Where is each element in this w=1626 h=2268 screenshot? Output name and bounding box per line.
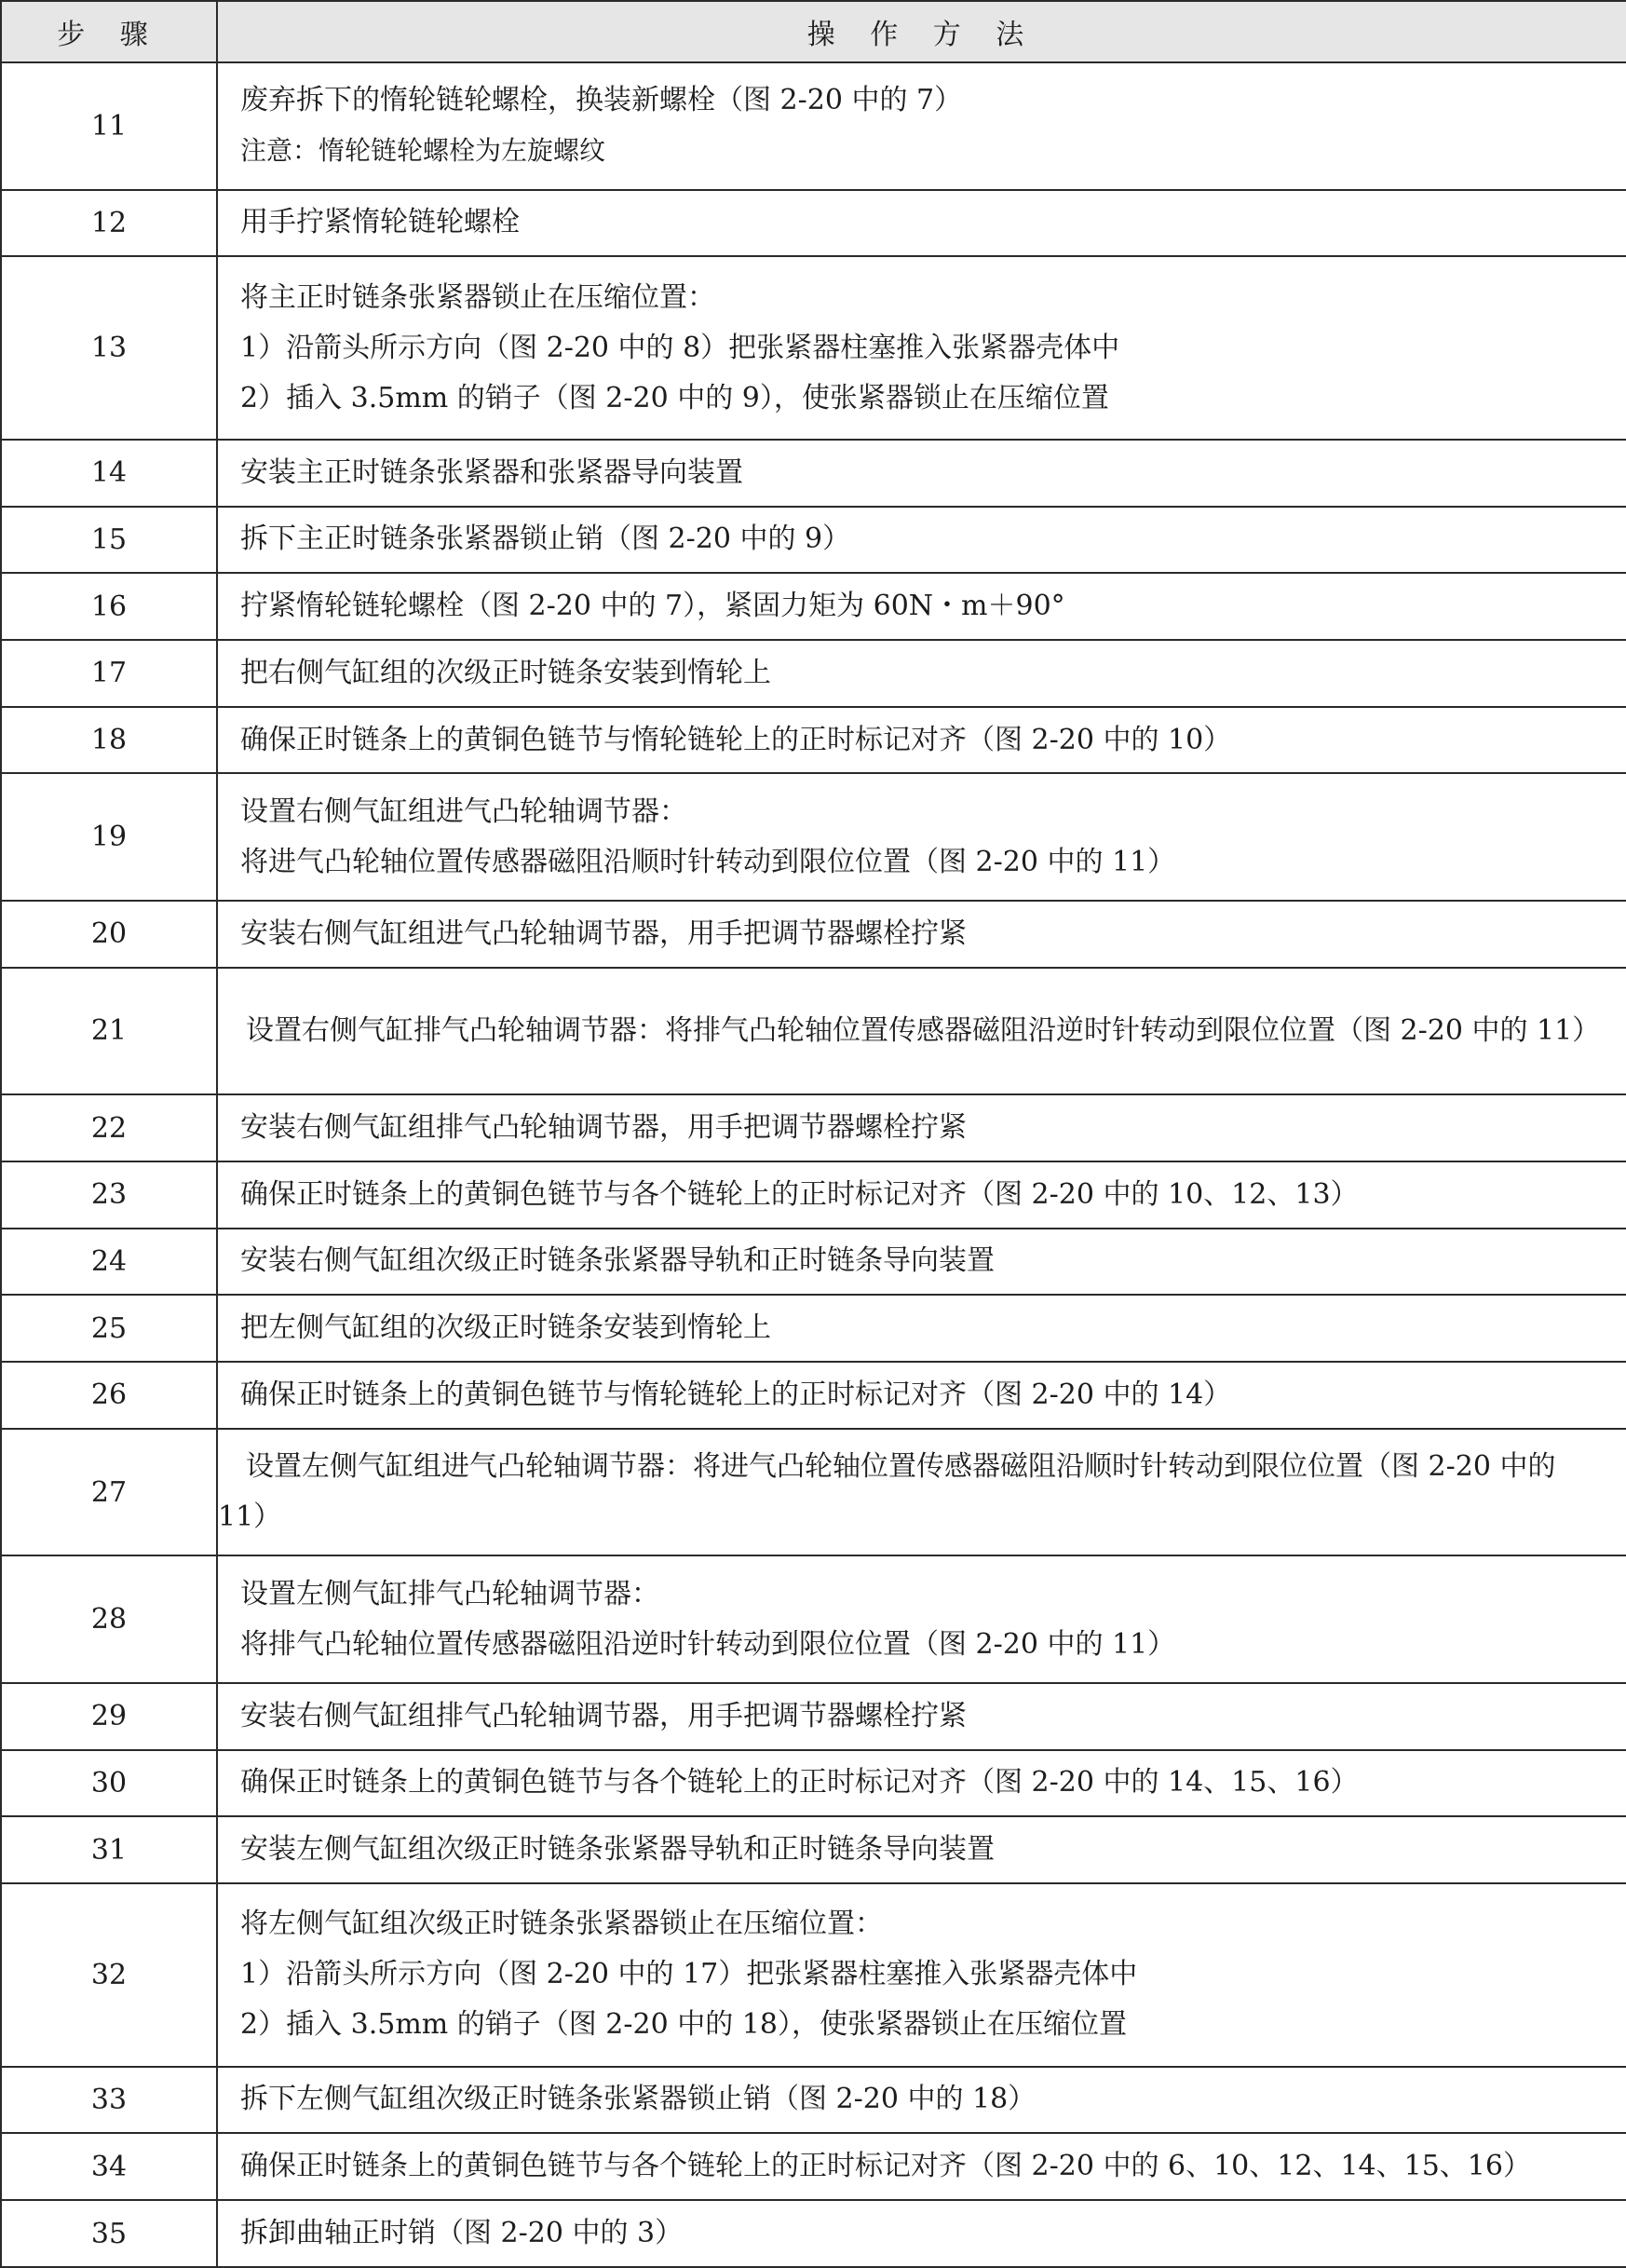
operation-line: 安装右侧气缸组次级正时链条张紧器导轨和正时链条导向装置 [240, 1244, 995, 1278]
table-row [1, 1362, 1626, 1429]
table-row [1, 1816, 1626, 1883]
operation-line: 设置左侧气缸排气凸轮轴调节器： [240, 1577, 659, 1610]
step-number: 23 [1, 1161, 217, 1229]
operation-line: 安装左侧气缸组次级正时链条张紧器导轨和正时链条导向装置 [240, 1833, 995, 1867]
operation-cell [217, 1429, 1626, 1556]
operation-cell [217, 1883, 1626, 2067]
table-row [1, 1161, 1626, 1229]
operation-line: 把右侧气缸组的次级正时链条安装到惰轮上 [240, 656, 771, 689]
operation-cell [217, 256, 1626, 440]
table-row [1, 1750, 1626, 1817]
step-number: 11 [1, 62, 217, 190]
operation-cell [217, 773, 1626, 901]
operation-line: 安装主正时链条张紧器和张紧器导向装置 [240, 455, 743, 489]
step-number: 17 [1, 640, 217, 707]
table-row [1, 640, 1626, 707]
operation-line: 将左侧气缸组次级正时链条张紧器锁止在压缩位置： [240, 1908, 883, 1941]
step-number: 18 [1, 707, 217, 774]
table-row [1, 2200, 1626, 2267]
table-header-row [1, 1, 1626, 62]
table-row [1, 1229, 1626, 1296]
step-number: 27 [1, 1429, 217, 1556]
step-number: 25 [1, 1295, 217, 1362]
step-number: 14 [1, 440, 217, 507]
operation-line: 1）沿箭头所示方向（图 2-20 中的 8）把张紧器柱塞推入张紧器壳体中 [240, 331, 1120, 364]
step-number: 35 [1, 2200, 217, 2267]
operation-cell [217, 573, 1626, 640]
table-row [1, 440, 1626, 507]
step-number: 20 [1, 901, 217, 968]
step-number: 32 [1, 1883, 217, 2067]
operation-text: 设置左侧气缸组进气凸轮轴调节器：将进气凸轮轴位置传感器磁阻沿顺时针转动到限位位置（图 2-20 中的 11） [218, 1450, 1556, 1534]
operation-line: 设置右侧气缸组进气凸轮轴调节器： [240, 794, 687, 828]
operation-line: 安装右侧气缸组排气凸轮轴调节器，用手把调节器螺栓拧紧 [240, 1111, 967, 1145]
operation-line: 确保正时链条上的黄铜色链节与惰轮链轮上的正时标记对齐（图 2-20 中的 14） [240, 1378, 1232, 1411]
operation-cell [217, 1094, 1626, 1161]
operation-cell [217, 62, 1626, 190]
operation-line: 把左侧气缸组的次级正时链条安装到惰轮上 [240, 1311, 771, 1345]
operation-line: 确保正时链条上的黄铜色链节与各个链轮上的正时标记对齐（图 2-20 中的 10、12、13） [240, 1177, 1359, 1211]
operation-cell [217, 440, 1626, 507]
operation-line: 安装右侧气缸组排气凸轮轴调节器，用手把调节器螺栓拧紧 [240, 1699, 967, 1732]
operation-cell [217, 507, 1626, 574]
operation-cell [217, 2200, 1626, 2267]
operation-cell [217, 2067, 1626, 2134]
operation-cell [217, 640, 1626, 707]
step-number: 26 [1, 1362, 217, 1429]
operation-line: 拧紧惰轮链轮螺栓（图 2-20 中的 7），紧固力矩为 60N・m＋90° [240, 590, 1065, 623]
step-number: 13 [1, 256, 217, 440]
step-number: 15 [1, 507, 217, 574]
operation-cell [217, 968, 1626, 1095]
operation-line: 确保正时链条上的黄铜色链节与各个链轮上的正时标记对齐（图 2-20 中的 14、15、16） [240, 1766, 1359, 1799]
table-row [1, 1683, 1626, 1750]
step-number: 28 [1, 1555, 217, 1683]
operation-text: 设置右侧气缸排气凸轮轴调节器：将排气凸轮轴位置传感器磁阻沿逆时针转动到限位位置（图 2-20 中的 11） [246, 1013, 1601, 1047]
step-number: 19 [1, 773, 217, 901]
operation-line: 将排气凸轮轴位置传感器磁阻沿逆时针转动到限位位置（图 2-20 中的 11） [240, 1627, 1176, 1661]
table-row [1, 507, 1626, 574]
step-number: 30 [1, 1750, 217, 1817]
header-step: 步 骤 [1, 1, 217, 62]
table-row [1, 1883, 1626, 2067]
operation-cell [217, 2133, 1626, 2200]
step-number: 21 [1, 968, 217, 1095]
step-number: 24 [1, 1229, 217, 1296]
table-row [1, 256, 1626, 440]
operation-line: 将进气凸轮轴位置传感器磁阻沿顺时针转动到限位位置（图 2-20 中的 11） [240, 845, 1176, 878]
operation-line: 2）插入 3.5mm 的销子（图 2-20 中的 18），使张紧器锁止在压缩位置 [240, 2008, 1127, 2042]
operation-cell [217, 1816, 1626, 1883]
operation-cell [217, 1362, 1626, 1429]
table-row [1, 901, 1626, 968]
operation-cell [217, 1161, 1626, 1229]
operation-line: 安装右侧气缸组进气凸轮轴调节器，用手把调节器螺栓拧紧 [240, 917, 967, 950]
table-row [1, 62, 1626, 190]
table-row [1, 707, 1626, 774]
operation-line: 用手拧紧惰轮链轮螺栓 [240, 206, 520, 239]
table-row [1, 1429, 1626, 1556]
operation-cell [217, 190, 1626, 257]
step-number: 29 [1, 1683, 217, 1750]
step-number: 31 [1, 1816, 217, 1883]
operation-line: 拆下主正时链条张紧器锁止销（图 2-20 中的 9） [240, 523, 851, 556]
table-row [1, 573, 1626, 640]
operation-line: 注意：惰轮链轮螺栓为左旋螺纹 [240, 135, 606, 167]
step-number: 33 [1, 2067, 217, 2134]
table-row [1, 773, 1626, 901]
header-operation: 操 作 方 法 [217, 1, 1626, 62]
table-row [1, 968, 1626, 1095]
operation-cell [217, 1229, 1626, 1296]
operation-cell [217, 1750, 1626, 1817]
operation-line: 拆卸曲轴正时销（图 2-20 中的 3） [240, 2217, 684, 2250]
step-number: 34 [1, 2133, 217, 2200]
operation-line: 2）插入 3.5mm 的销子（图 2-20 中的 9），使张紧器锁止在压缩位置 [240, 381, 1109, 414]
operation-line: 废弃拆下的惰轮链轮螺栓，换装新螺栓（图 2-20 中的 7） [240, 84, 963, 117]
table-row [1, 1094, 1626, 1161]
step-number: 12 [1, 190, 217, 257]
operation-cell [217, 707, 1626, 774]
operation-cell [217, 1683, 1626, 1750]
operation-line: 确保正时链条上的黄铜色链节与各个链轮上的正时标记对齐（图 2-20 中的 6、10、12、14、15、16） [240, 2150, 1531, 2183]
table-row [1, 2133, 1626, 2200]
table-row [1, 1555, 1626, 1683]
operation-line: 确保正时链条上的黄铜色链节与惰轮链轮上的正时标记对齐（图 2-20 中的 10） [240, 723, 1232, 756]
table-row [1, 1295, 1626, 1362]
operation-cell [217, 1295, 1626, 1362]
operation-cell [217, 1555, 1626, 1683]
operation-line: 将主正时链条张紧器锁止在压缩位置： [240, 280, 715, 314]
operation-line: 1）沿箭头所示方向（图 2-20 中的 17）把张紧器柱塞推入张紧器壳体中 [240, 1958, 1138, 1991]
step-number: 22 [1, 1094, 217, 1161]
table-row [1, 2067, 1626, 2134]
operation-cell [217, 901, 1626, 968]
step-number: 16 [1, 573, 217, 640]
table-row [1, 190, 1626, 257]
operation-line: 拆下左侧气缸组次级正时链条张紧器锁止销（图 2-20 中的 18） [240, 2083, 1037, 2116]
